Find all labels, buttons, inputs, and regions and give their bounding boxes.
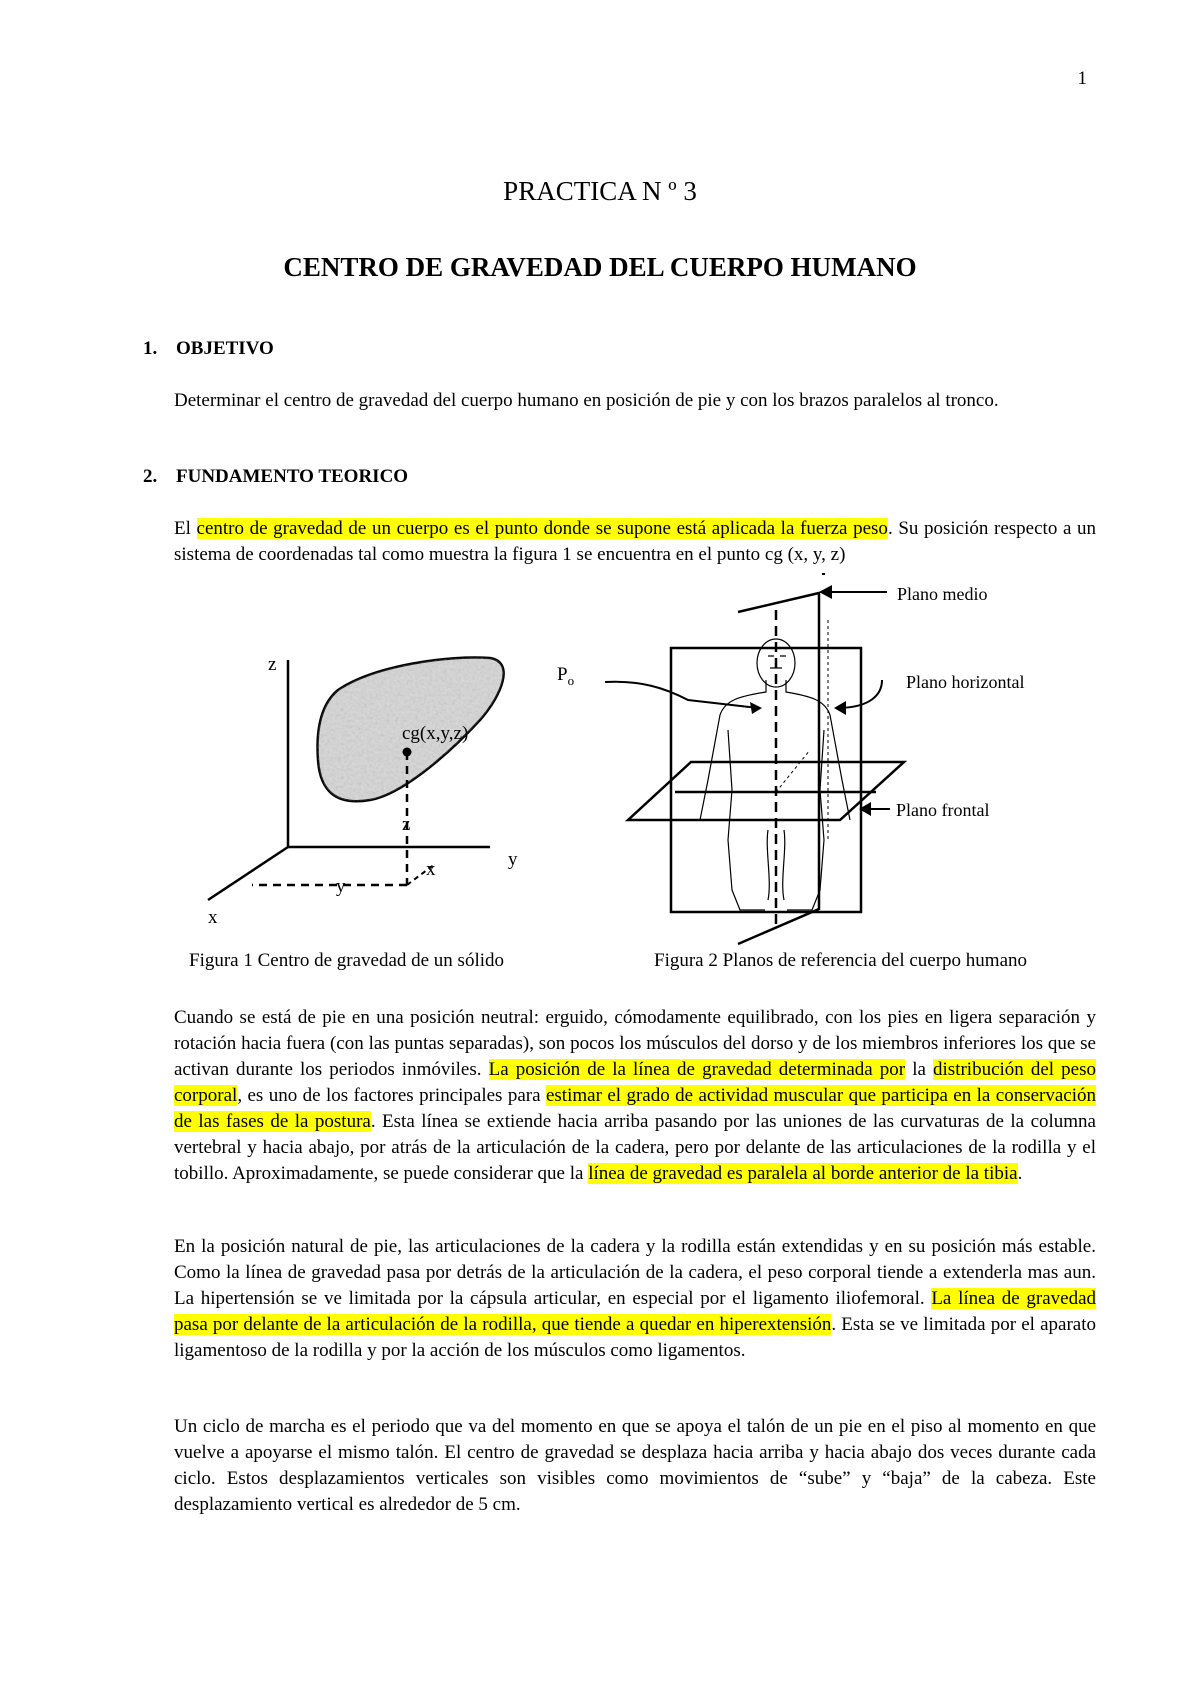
section1-number: 1.: [143, 338, 158, 359]
x-axis-line: [208, 847, 288, 900]
section2-number: 2.: [143, 466, 158, 487]
p3-text-a: En la posición natural de pie, las articulaciones de la cadera y la rodilla están extendidas y en su posición más estable. Como la línea de gravedad pasa por detrás de la articulación de la cadera, el peso corporal tiende a extenderla mas aun. La hipertensión se ve limitada por la cápsula articular, en especial por el ligamento iliofemoral.: [174, 1236, 1096, 1309]
horizontal-plane-dashed: [776, 750, 810, 792]
figure1-diagram: [190, 640, 570, 930]
medio-arrowhead: [819, 585, 832, 599]
section1-text: Determinar el centro de gravedad del cuerpo humano en posición de pie y con los brazos paralelos al tronco.: [174, 390, 999, 411]
p2-highlight-3: estimar el grado de actividad muscular que participa en la conservación de las fases de la postura: [174, 1085, 1096, 1132]
point-label: cg(x,y,z): [402, 723, 469, 744]
proj-y-label: y: [336, 876, 346, 897]
p2-highlight-4: línea de gravedad es paralela al borde anterior de la tibia: [588, 1163, 1018, 1184]
p2-highlight-2: distribución del peso corporal: [174, 1059, 1097, 1106]
medio-leader-line: [830, 572, 887, 592]
section2-title: FUNDAMENTO TEORICO: [176, 466, 409, 487]
p2-text-e: .: [1017, 1163, 1023, 1184]
p3-highlight-1: La línea de gravedad pasa por delante de la articulación de la rodilla, que tiende a quedar en hiperextensión: [174, 1288, 1096, 1335]
p1-text-b: . Su posición respecto a un sistema de coordenadas tal como muestra la figura 1 se encuentra en el punto cg (x, y, z): [174, 518, 1097, 565]
label-plano-horizontal: Plano horizontal: [906, 672, 1025, 692]
po-arrow: [605, 682, 758, 708]
figure1-caption: Figura 1 Centro de gravedad de un sólido: [189, 950, 505, 971]
horizontal-arrowhead: [834, 701, 846, 715]
section2-paragraph-4: Un ciclo de marcha es el periodo que va del momento en que se apoya el talón de un pie en el piso al momento en que vuelve a apoyarse el mismo talón. El centro de gravedad se desplaza hacia arriba y hacia abajo dos veces durante cada ciclo. Estos desplazamientos verticales son visibles como movimientos de “sube” y “baja” de la cabeza. Este desplazamiento vertical es alrededor de 5 cm.: [174, 1416, 1096, 1515]
po-label: $P_o$: [557, 664, 575, 688]
page-number: 1: [1077, 68, 1087, 89]
p2-text-b: la: [905, 1059, 934, 1080]
po-arrowhead: [750, 702, 762, 714]
section1-title: OBJETIVO: [176, 338, 274, 359]
cg-point: [403, 748, 412, 757]
section2-heading: [143, 466, 408, 488]
figure2-diagram: [557, 580, 1060, 950]
axis-y-label: y: [508, 849, 518, 870]
label-plano-medio: Plano medio: [897, 584, 988, 604]
section2-paragraph-2: [174, 1005, 1096, 1187]
p2-text-c: , es uno de los factores principales para: [237, 1085, 546, 1106]
p1-text-a: El: [174, 518, 197, 539]
p1-highlight-1: centro de gravedad de un cuerpo es el punto donde se supone está aplicada la fuerza peso: [196, 518, 888, 539]
axis-z-label: z: [268, 654, 277, 675]
label-plano-frontal: Plano frontal: [896, 800, 990, 820]
median-plane: [738, 593, 819, 944]
proj-z-label: z: [402, 814, 411, 835]
proj-x-label: x: [426, 859, 436, 880]
p2-highlight-1: La posición de la línea de gravedad determinada por: [488, 1059, 906, 1080]
section1-heading: [143, 338, 274, 360]
p2-text-a: Cuando se está de pie en una posición neutral: erguido, cómodamente equilibrado, con los pies en ligera separación y rotación hacia fuera (con las puntas separadas), son pocos los músculos del dorso y de los miembros inferiores los que se activan durante los periodos inmóviles.: [174, 1007, 1096, 1080]
section2-paragraph-1: [174, 516, 1096, 568]
page-title: PRACTICA N º 3: [503, 176, 697, 206]
figure2-caption: Figura 2 Planos de referencia del cuerpo humano: [654, 950, 1028, 971]
section2-paragraph-3: [174, 1234, 1096, 1364]
p2-text-d: . Esta línea se extiende hacia arriba pasando por las uniones de las curvaturas de la columna vertebral y hacia abajo, por atrás de la articulación de la cadera, pero por delante de las articulaciones de la rodilla y el tobillo. Aproximadamente, se puede considerar que la: [174, 1111, 1096, 1184]
page-subtitle: CENTRO DE GRAVEDAD DEL CUERPO HUMANO: [283, 252, 917, 282]
axis-x-label: x: [208, 907, 218, 928]
p3-text-b: . Esta se ve limitada por el aparato ligamentoso de la rodilla y por la acción de los músculos como ligamentos.: [174, 1314, 1096, 1361]
